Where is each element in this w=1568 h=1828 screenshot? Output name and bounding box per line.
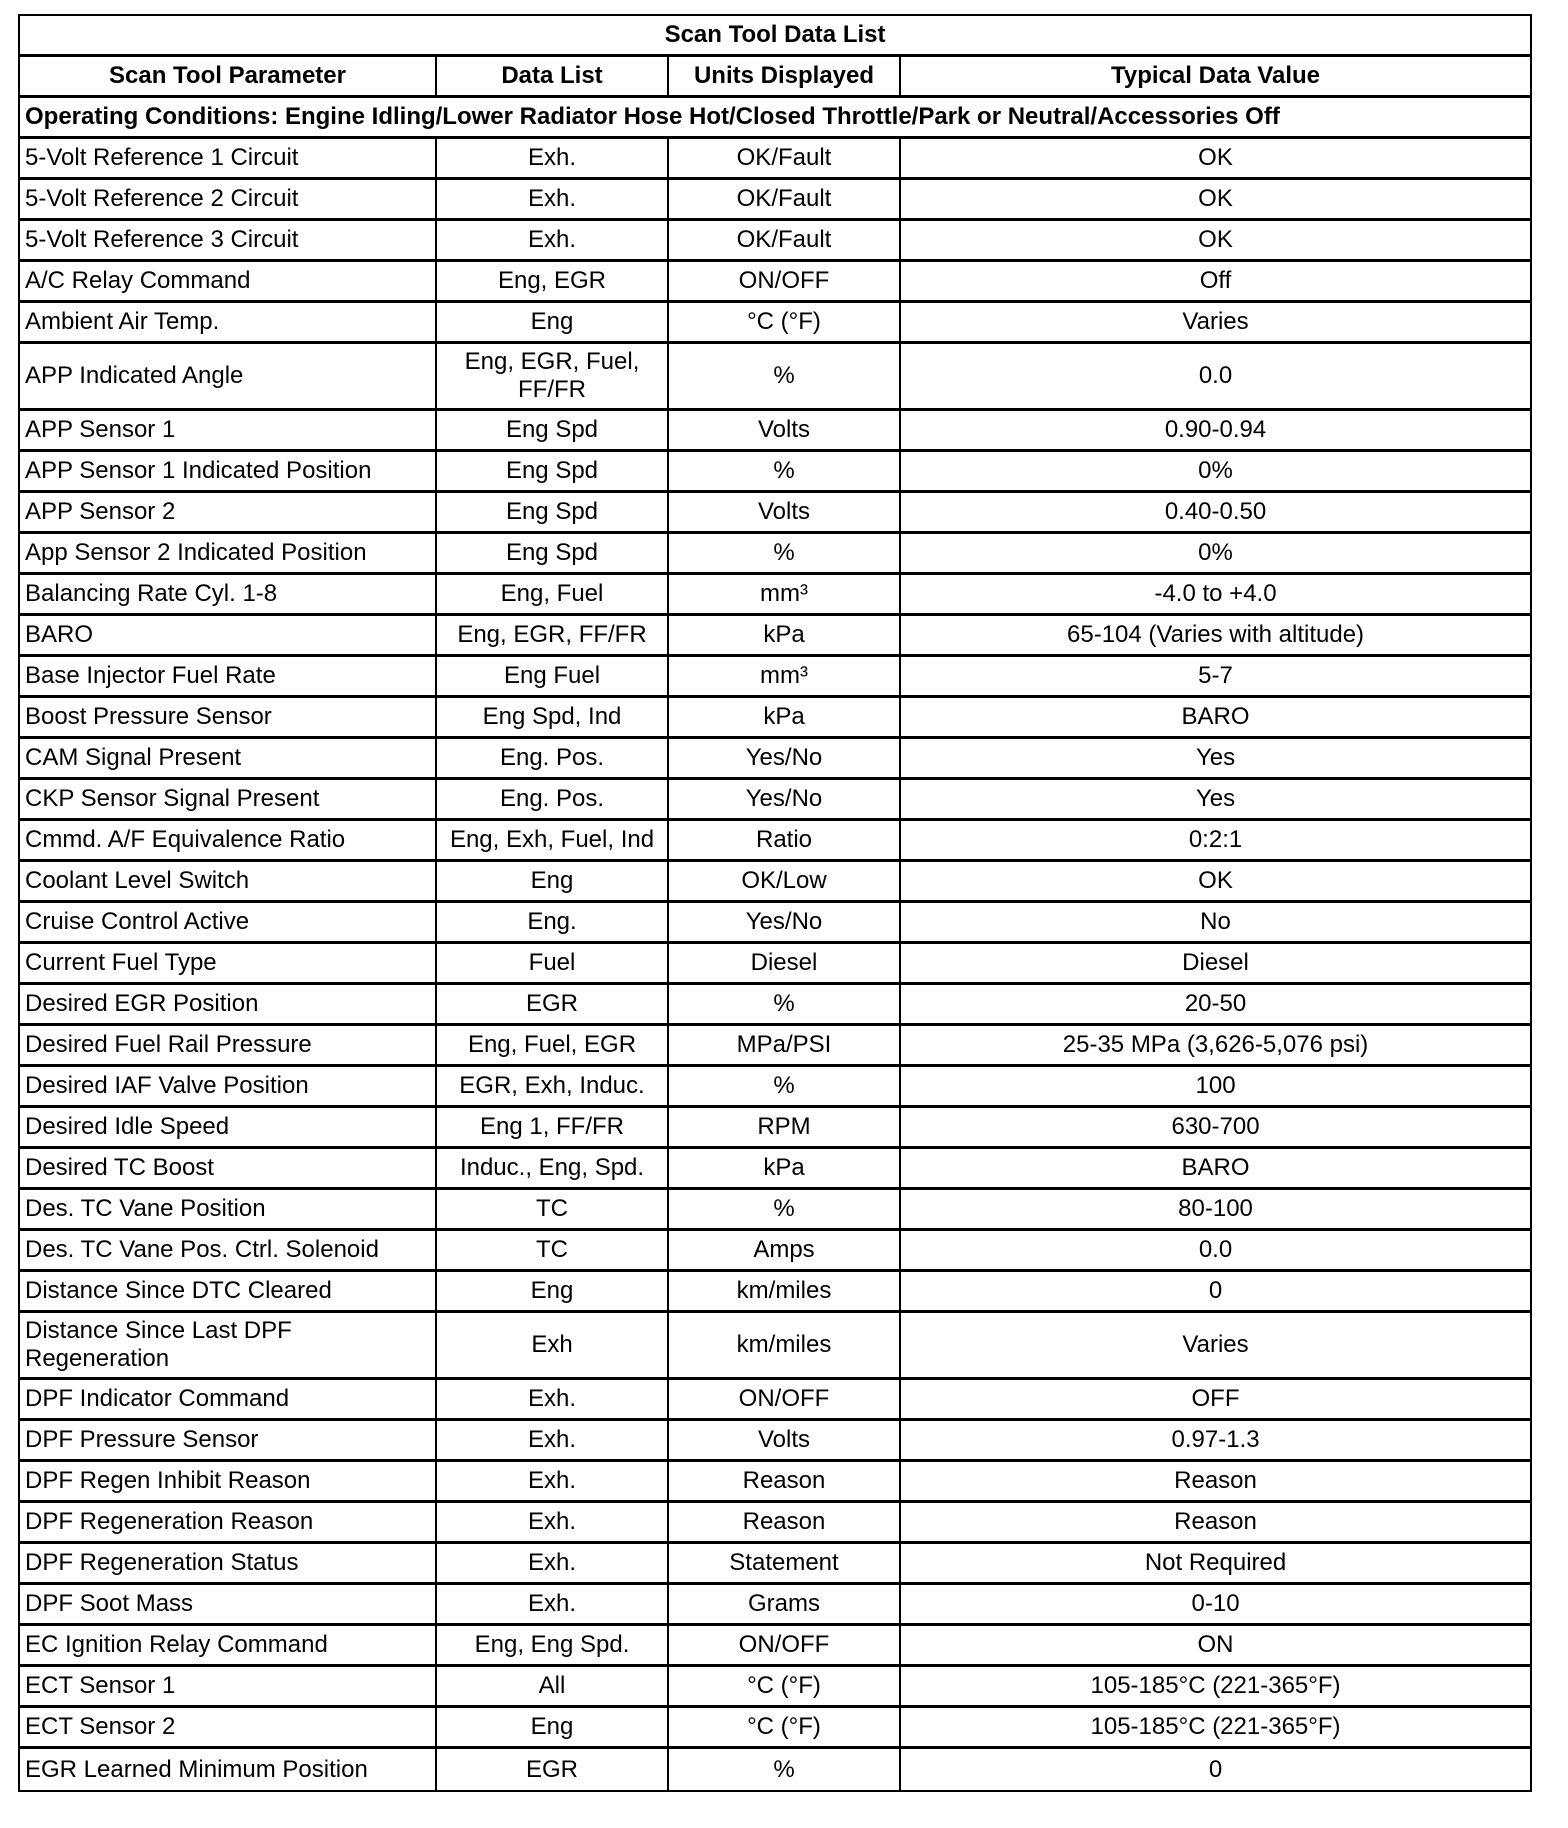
cell-units: % bbox=[669, 985, 901, 1026]
cell-typical: 630-700 bbox=[901, 1108, 1530, 1149]
table-row bbox=[20, 944, 1530, 985]
cell-units: Volts bbox=[669, 1421, 901, 1462]
table-row bbox=[20, 739, 1530, 780]
cell-parameter: APP Sensor 1 bbox=[20, 411, 437, 452]
table-row bbox=[20, 180, 1530, 221]
cell-units: OK/Low bbox=[669, 862, 901, 903]
cell-data-list: Exh. bbox=[437, 1380, 669, 1421]
table-title: Scan Tool Data List bbox=[20, 16, 1530, 57]
header-data-list: Data List bbox=[437, 57, 669, 98]
cell-units: Yes/No bbox=[669, 739, 901, 780]
cell-units: kPa bbox=[669, 698, 901, 739]
cell-typical: 105-185°C (221-365°F) bbox=[901, 1667, 1530, 1708]
cell-parameter: CAM Signal Present bbox=[20, 739, 437, 780]
cell-parameter: DPF Regen Inhibit Reason bbox=[20, 1462, 437, 1503]
cell-units: mm³ bbox=[669, 657, 901, 698]
cell-units: °C (°F) bbox=[669, 1667, 901, 1708]
cell-units: ON/OFF bbox=[669, 1626, 901, 1667]
operating-conditions-row bbox=[20, 98, 1530, 139]
cell-units: ON/OFF bbox=[669, 262, 901, 303]
table-row bbox=[20, 821, 1530, 862]
table-row bbox=[20, 139, 1530, 180]
cell-typical: Not Required bbox=[901, 1544, 1530, 1585]
cell-parameter: ECT Sensor 2 bbox=[20, 1708, 437, 1749]
cell-parameter: Desired Fuel Rail Pressure bbox=[20, 1026, 437, 1067]
cell-typical: 100 bbox=[901, 1067, 1530, 1108]
cell-typical: 0-10 bbox=[901, 1585, 1530, 1626]
cell-parameter: ECT Sensor 1 bbox=[20, 1667, 437, 1708]
cell-data-list: Eng bbox=[437, 1708, 669, 1749]
cell-typical: OK bbox=[901, 862, 1530, 903]
cell-data-list: Exh. bbox=[437, 139, 669, 180]
cell-units: Statement bbox=[669, 1544, 901, 1585]
cell-parameter: Current Fuel Type bbox=[20, 944, 437, 985]
cell-typical: No bbox=[901, 903, 1530, 944]
header-units: Units Displayed bbox=[669, 57, 901, 98]
cell-units: OK/Fault bbox=[669, 221, 901, 262]
cell-data-list: Eng Spd, Ind bbox=[437, 698, 669, 739]
cell-data-list: TC bbox=[437, 1190, 669, 1231]
cell-parameter: APP Indicated Angle bbox=[20, 344, 437, 411]
cell-units: Amps bbox=[669, 1231, 901, 1272]
cell-parameter: Balancing Rate Cyl. 1-8 bbox=[20, 575, 437, 616]
table-row bbox=[20, 1708, 1530, 1749]
table-row bbox=[20, 1626, 1530, 1667]
table-row bbox=[20, 1313, 1530, 1380]
cell-typical: BARO bbox=[901, 698, 1530, 739]
cell-parameter: DPF Pressure Sensor bbox=[20, 1421, 437, 1462]
cell-typical: 0.0 bbox=[901, 344, 1530, 411]
cell-parameter: EGR Learned Minimum Position bbox=[20, 1749, 437, 1790]
table-row bbox=[20, 534, 1530, 575]
cell-typical: Diesel bbox=[901, 944, 1530, 985]
cell-parameter: 5-Volt Reference 2 Circuit bbox=[20, 180, 437, 221]
cell-units: Reason bbox=[669, 1462, 901, 1503]
cell-parameter: Cruise Control Active bbox=[20, 903, 437, 944]
table-row bbox=[20, 1667, 1530, 1708]
cell-parameter: DPF Regeneration Reason bbox=[20, 1503, 437, 1544]
table-row bbox=[20, 262, 1530, 303]
cell-units: RPM bbox=[669, 1108, 901, 1149]
table-row bbox=[20, 1272, 1530, 1313]
column-header-row bbox=[20, 57, 1530, 98]
cell-parameter: Distance Since DTC Cleared bbox=[20, 1272, 437, 1313]
table-row bbox=[20, 1749, 1530, 1790]
cell-typical: Varies bbox=[901, 1313, 1530, 1380]
cell-typical: 0 bbox=[1208, 1755, 1223, 1783]
cell-units: % bbox=[669, 1067, 901, 1108]
table-row bbox=[20, 1190, 1530, 1231]
cell-data-list: Eng, Eng Spd. bbox=[437, 1626, 669, 1667]
cell-data-list: Eng. bbox=[437, 903, 669, 944]
cell-data-list: Exh. bbox=[437, 180, 669, 221]
cell-typical: OK bbox=[901, 221, 1530, 262]
cell-data-list: Eng 1, FF/FR bbox=[437, 1108, 669, 1149]
cell-parameter: BARO bbox=[20, 616, 437, 657]
cell-data-list: Exh. bbox=[437, 1421, 669, 1462]
cell-data-list: Eng Fuel bbox=[437, 657, 669, 698]
cell-typical: 0% bbox=[901, 452, 1530, 493]
cell-units: km/miles bbox=[669, 1272, 901, 1313]
cell-parameter: DPF Soot Mass bbox=[20, 1585, 437, 1626]
cell-units: kPa bbox=[669, 616, 901, 657]
cell-parameter: Desired TC Boost bbox=[20, 1149, 437, 1190]
table-row bbox=[20, 1067, 1530, 1108]
cell-typical: 105-185°C (221-365°F) bbox=[901, 1708, 1530, 1749]
table-row bbox=[20, 452, 1530, 493]
table-row bbox=[20, 221, 1530, 262]
cell-data-list: Exh. bbox=[437, 1585, 669, 1626]
cell-units: kPa bbox=[669, 1149, 901, 1190]
cell-typical: 20-50 bbox=[901, 985, 1530, 1026]
table-row bbox=[20, 985, 1530, 1026]
cell-typical: Varies bbox=[901, 303, 1530, 344]
cell-typical: 5-7 bbox=[901, 657, 1530, 698]
cell-typical: 0.97-1.3 bbox=[901, 1421, 1530, 1462]
cell-data-list: Fuel bbox=[437, 944, 669, 985]
cell-typical: Yes bbox=[901, 739, 1530, 780]
cell-parameter: A/C Relay Command bbox=[20, 262, 437, 303]
table-row bbox=[20, 493, 1530, 534]
cell-parameter: Boost Pressure Sensor bbox=[20, 698, 437, 739]
cell-data-list: Eng Spd bbox=[437, 534, 669, 575]
cell-typical: 0.40-0.50 bbox=[901, 493, 1530, 534]
cell-data-list: Exh. bbox=[437, 1544, 669, 1585]
cell-parameter: APP Sensor 2 bbox=[20, 493, 437, 534]
cell-data-list: EGR, Exh, Induc. bbox=[437, 1067, 669, 1108]
table-row bbox=[20, 1544, 1530, 1585]
table-row bbox=[20, 1462, 1530, 1503]
cell-typical: 0% bbox=[901, 534, 1530, 575]
cell-parameter: Distance Since Last DPF Regeneration bbox=[20, 1313, 437, 1380]
cell-units: Volts bbox=[669, 493, 901, 534]
cell-units: °C (°F) bbox=[669, 303, 901, 344]
cell-data-list: Eng. Pos. bbox=[437, 780, 669, 821]
cell-parameter: Ambient Air Temp. bbox=[20, 303, 437, 344]
cell-parameter: Desired EGR Position bbox=[20, 985, 437, 1026]
cell-data-list: EGR bbox=[437, 985, 669, 1026]
table-title-row bbox=[20, 16, 1530, 57]
cell-units: % bbox=[669, 1749, 901, 1790]
cell-typical: Reason bbox=[901, 1503, 1530, 1544]
table-row bbox=[20, 1380, 1530, 1421]
cell-parameter: 5-Volt Reference 1 Circuit bbox=[20, 139, 437, 180]
cell-units: % bbox=[669, 452, 901, 493]
cell-data-list: Eng Spd bbox=[437, 452, 669, 493]
cell-units: ON/OFF bbox=[669, 1380, 901, 1421]
table-row bbox=[20, 903, 1530, 944]
table-row bbox=[20, 303, 1530, 344]
cell-data-list: Eng, Fuel bbox=[437, 575, 669, 616]
cell-units: Reason bbox=[669, 1503, 901, 1544]
cell-parameter: App Sensor 2 Indicated Position bbox=[20, 534, 437, 575]
cell-data-list: Eng bbox=[437, 303, 669, 344]
table-row bbox=[20, 657, 1530, 698]
table-row bbox=[20, 616, 1530, 657]
table-row bbox=[20, 575, 1530, 616]
cell-typical: OK bbox=[901, 139, 1530, 180]
cell-units: Volts bbox=[669, 411, 901, 452]
cell-units: Yes/No bbox=[669, 780, 901, 821]
cell-parameter: DPF Indicator Command bbox=[20, 1380, 437, 1421]
cell-parameter: Des. TC Vane Pos. Ctrl. Solenoid bbox=[20, 1231, 437, 1272]
table-row bbox=[20, 1149, 1530, 1190]
cell-typical: -4.0 to +4.0 bbox=[901, 575, 1530, 616]
cell-typical: Reason bbox=[901, 1462, 1530, 1503]
table-row bbox=[20, 1421, 1530, 1462]
cell-parameter: Base Injector Fuel Rate bbox=[20, 657, 437, 698]
scan-tool-data-table bbox=[18, 14, 1532, 1792]
table-row bbox=[20, 1231, 1530, 1272]
cell-data-list: Eng, Exh, Fuel, Ind bbox=[437, 821, 669, 862]
cell-parameter: Desired Idle Speed bbox=[20, 1108, 437, 1149]
cell-parameter: EC Ignition Relay Command bbox=[20, 1626, 437, 1667]
table-row bbox=[20, 1108, 1530, 1149]
table-row bbox=[20, 862, 1530, 903]
cell-parameter: Desired IAF Valve Position bbox=[20, 1067, 437, 1108]
cell-data-list: Induc., Eng, Spd. bbox=[437, 1149, 669, 1190]
cell-units: MPa/PSI bbox=[669, 1026, 901, 1067]
cell-data-list: Eng, EGR, FF/FR bbox=[437, 616, 669, 657]
cell-typical: Yes bbox=[901, 780, 1530, 821]
cell-typical: 80-100 bbox=[901, 1190, 1530, 1231]
cell-typical: 0.0 bbox=[901, 1231, 1530, 1272]
cell-parameter: Des. TC Vane Position bbox=[20, 1190, 437, 1231]
table-row bbox=[20, 344, 1530, 411]
cell-parameter: DPF Regeneration Status bbox=[20, 1544, 437, 1585]
cell-data-list: Eng, EGR bbox=[437, 262, 669, 303]
cell-units: Grams bbox=[669, 1585, 901, 1626]
cell-parameter: Cmmd. A/F Equivalence Ratio bbox=[20, 821, 437, 862]
cell-units: OK/Fault bbox=[669, 180, 901, 221]
cell-data-list: Eng. Pos. bbox=[437, 739, 669, 780]
cell-units: Ratio bbox=[669, 821, 901, 862]
cell-data-list: Eng Spd bbox=[437, 493, 669, 534]
cell-units: °C (°F) bbox=[669, 1708, 901, 1749]
cell-data-list: All bbox=[437, 1667, 669, 1708]
cell-typical: 0 bbox=[901, 1272, 1530, 1313]
cell-data-list: TC bbox=[437, 1231, 669, 1272]
cell-parameter: APP Sensor 1 Indicated Position bbox=[20, 452, 437, 493]
cell-data-list: Eng Spd bbox=[437, 411, 669, 452]
cell-typical: 65-104 (Varies with altitude) bbox=[901, 616, 1530, 657]
cell-parameter: 5-Volt Reference 3 Circuit bbox=[20, 221, 437, 262]
cell-parameter: Coolant Level Switch bbox=[20, 862, 437, 903]
cell-typical: 0:2:1 bbox=[901, 821, 1530, 862]
table-row bbox=[20, 780, 1530, 821]
header-parameter: Scan Tool Parameter bbox=[20, 57, 437, 98]
cell-data-list: Exh. bbox=[437, 1462, 669, 1503]
cell-typical: BARO bbox=[901, 1149, 1530, 1190]
cell-units: % bbox=[669, 1190, 901, 1231]
table-row bbox=[20, 698, 1530, 739]
cell-typical: 25-35 MPa (3,626-5,076 psi) bbox=[901, 1026, 1530, 1067]
cell-units: Diesel bbox=[669, 944, 901, 985]
cell-data-list: Eng, EGR, Fuel, FF/FR bbox=[437, 344, 669, 411]
cell-units: mm³ bbox=[669, 575, 901, 616]
cell-typical: 0.90-0.94 bbox=[901, 411, 1530, 452]
cell-data-list: Eng bbox=[437, 1272, 669, 1313]
cell-parameter: CKP Sensor Signal Present bbox=[20, 780, 437, 821]
table-row bbox=[20, 1585, 1530, 1626]
table-row bbox=[20, 1503, 1530, 1544]
table-row bbox=[20, 411, 1530, 452]
cell-data-list: Exh bbox=[437, 1313, 669, 1380]
operating-conditions: Operating Conditions: Engine Idling/Lower Radiator Hose Hot/Closed Throttle/Park or Neutral/Accessories Off bbox=[20, 98, 1530, 139]
cell-typical: OFF bbox=[901, 1380, 1530, 1421]
cell-data-list: Exh. bbox=[437, 221, 669, 262]
cell-units: OK/Fault bbox=[669, 139, 901, 180]
cell-typical: ON bbox=[901, 1626, 1530, 1667]
cell-typical: Off bbox=[901, 262, 1530, 303]
header-typical: Typical Data Value bbox=[901, 57, 1530, 98]
cell-units: % bbox=[669, 344, 901, 411]
cell-units: km/miles bbox=[669, 1313, 901, 1380]
cell-data-list: Exh. bbox=[437, 1503, 669, 1544]
cell-units: Yes/No bbox=[669, 903, 901, 944]
cell-typical: OK bbox=[901, 180, 1530, 221]
table-row bbox=[20, 1026, 1530, 1067]
cell-units: % bbox=[669, 534, 901, 575]
cell-data-list: EGR bbox=[437, 1749, 669, 1790]
cell-data-list: Eng bbox=[437, 862, 669, 903]
cell-data-list: Eng, Fuel, EGR bbox=[437, 1026, 669, 1067]
